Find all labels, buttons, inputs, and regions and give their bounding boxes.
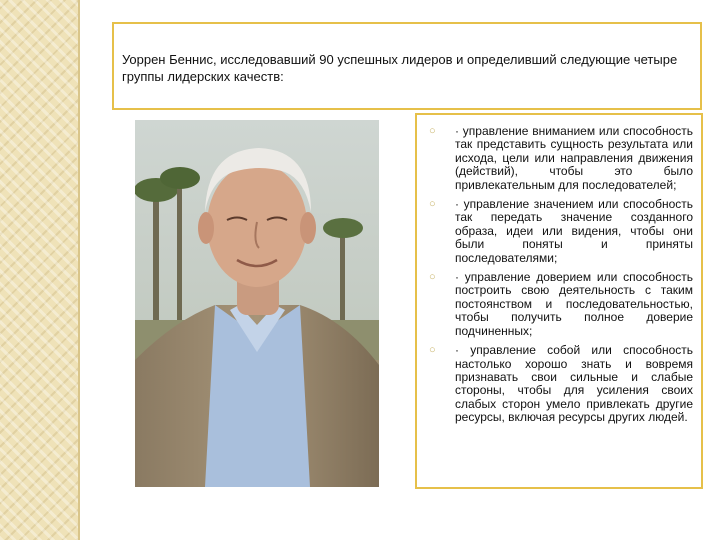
list-item	[417, 344, 701, 424]
list-item-text: · управление значением или способность так передать значение созданного образа, идеи или видения, чтобы они были поняты и приняты последователями;	[455, 197, 693, 265]
decorative-side-strip	[0, 0, 78, 540]
bullet-circle-icon	[429, 273, 437, 281]
list-item-text: · управление вниманием или способность так представить сущность результата или исхода, цели или направления движения (действий), чтобы это было привлекательным для последователей;	[455, 124, 693, 192]
list-item	[417, 271, 701, 338]
list-item-text: · управление доверием или способность построить свою деятельность с таким постоянством и последовательностью, чтобы получить полное доверие подчиненных;	[455, 270, 693, 338]
portrait-photo	[135, 120, 379, 487]
list-item	[417, 125, 701, 192]
qualities-list-box	[415, 113, 703, 489]
list-item-text: · управление собой или способность настолько хорошо знать и вовремя признавать свои сильные и слабые стороны, чтобы для усиления своих слабых сторон умело привлекать другие ресурсы, включая ресурсы других людей.	[455, 343, 693, 425]
side-divider	[78, 0, 80, 540]
bullet-circle-icon	[429, 200, 437, 208]
bullet-circle-icon	[429, 346, 437, 354]
bullet-circle-icon	[429, 127, 437, 135]
slide-title: Уоррен Беннис, исследовавший 90 успешных лидеров и определивший следующие четыре группы лидерских качеств:	[122, 52, 678, 84]
list-item	[417, 198, 701, 265]
title-box	[112, 22, 702, 110]
qualities-list	[417, 125, 701, 431]
